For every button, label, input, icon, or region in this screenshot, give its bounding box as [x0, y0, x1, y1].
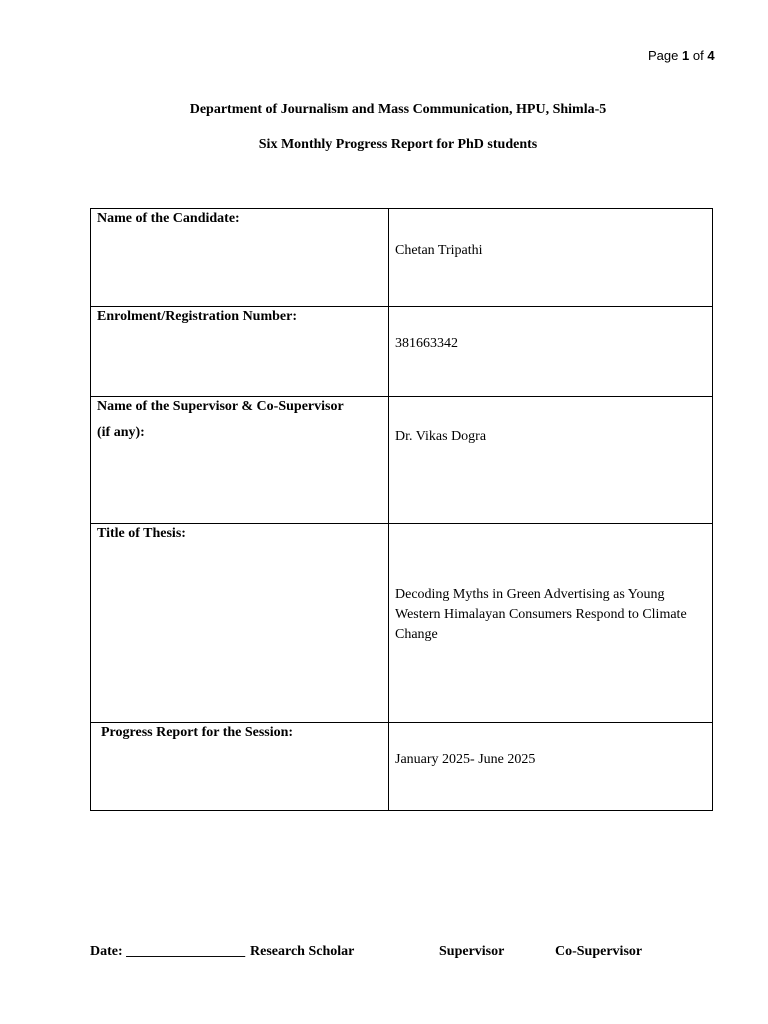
registration-number-label: Enrolment/Registration Number:	[97, 309, 297, 325]
table-row	[91, 722, 713, 810]
value-cell	[389, 523, 713, 722]
table-row	[91, 209, 713, 307]
page-number	[648, 47, 715, 65]
label-cell	[91, 523, 389, 722]
value-cell	[389, 209, 713, 307]
supervisor-label-line2: (if any):	[97, 425, 145, 441]
page-of-word: of	[692, 48, 704, 63]
label-cell	[91, 397, 389, 523]
candidate-name-value: Chetan Tripathi	[395, 243, 483, 258]
candidate-name-label: Name of the Candidate:	[97, 211, 240, 226]
session-value: January 2025- June 2025	[395, 751, 536, 767]
department-heading: Department of Journalism and Mass Communication, HPU, Shimla-5	[189, 102, 607, 117]
page-word: Page	[648, 48, 679, 63]
supervisor-signature-label: Supervisor	[439, 944, 505, 959]
table-row	[91, 397, 713, 523]
page-current: 1	[682, 48, 690, 63]
supervisor-value: Dr. Vikas Dogra	[395, 429, 487, 445]
registration-number-value: 381663342	[395, 336, 458, 352]
value-cell	[389, 397, 713, 523]
table-row	[91, 523, 713, 722]
research-scholar-label: Research Scholar	[250, 944, 355, 959]
table-row	[91, 307, 713, 397]
value-cell	[389, 307, 713, 397]
thesis-title-label: Title of Thesis:	[97, 525, 186, 541]
candidate-details-table	[90, 208, 713, 811]
supervisor-label-line1: Name of the Supervisor & Co-Supervisor	[97, 399, 344, 415]
date-field: Date: _________________	[90, 944, 246, 959]
session-label: Progress Report for the Session:	[101, 724, 294, 740]
thesis-title-value: Decoding Myths in Green Advertising as Young Western Himalayan Consumers Respond to Climate Change	[395, 586, 687, 642]
value-cell	[389, 722, 713, 810]
label-cell	[91, 307, 389, 397]
co-supervisor-signature-label: Co-Supervisor	[555, 944, 643, 959]
report-title: Six Monthly Progress Report for PhD students	[258, 137, 538, 152]
page-total: 4	[707, 48, 715, 63]
label-cell	[91, 209, 389, 307]
label-cell	[91, 722, 389, 810]
